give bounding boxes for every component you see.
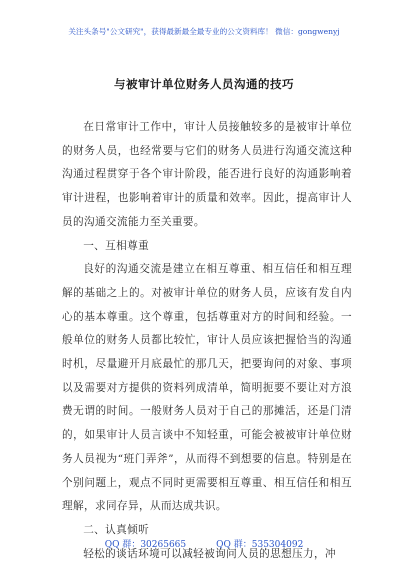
document-title: 与被审计单位财务人员沟通的技巧 xyxy=(114,77,294,91)
header-banner[interactable]: 关注头条号"公文研究"，获得最新最全最专业的公文资料库！ 微信：gongwenyj xyxy=(68,27,340,36)
paragraph-listen-carefully: 轻松的谈话环境可以减轻被询问人员的思想压力，冲 xyxy=(83,547,337,560)
paragraph-mutual-respect: 良好的沟通交流是建立在相互尊重、相互信任和相互理解的基础之上的。对被审计单位的财务人员，应该有发自内心的基本尊重。这个尊重，包括尊重对方的时间和经验。一般单位的财务人员都比较忙，审计人员应该把握恰当的沟通时机，尽量避开月底最忙的那几天，把要询问的对象、事项以及需要对方提供的资料列成清单，简明扼要不要让对方浪费无谓的时间。一般财务人员对于自己的那摊活，还是门清的，如果审计人员言谈中不知轻重，可能会被被审计单位财务人员视为“班门弄斧”，从而得不到想要的信息。特别是在个别问题上，观点不同时更需要相互尊重、相互信任和相互理解，求同存异，从而达成共识。 xyxy=(62,263,352,513)
footer-qq-group-right[interactable]: QQ 群：535304092 xyxy=(216,540,304,550)
document-body xyxy=(62,116,352,566)
footer-qq-groups xyxy=(0,537,408,550)
paragraph-intro: 在日常审计工作中，审计人员接触较多的是被审计单位的财务人员，也经常要与它们的财务人员进行沟通交流这种沟通过程贯穿于各个审计阶段，能否进行良好的沟通影响着审计进程，也影响着审计的质量和效率。因此，提高审计人员的沟通交流能力至关重要。 xyxy=(62,121,352,228)
footer-qq-group-left[interactable]: QQ 群：30265665 xyxy=(104,540,187,550)
section-heading-mutual-respect: 一、互相尊重 xyxy=(83,239,150,252)
section-heading-listen-carefully: 二、认真倾听 xyxy=(83,523,150,536)
